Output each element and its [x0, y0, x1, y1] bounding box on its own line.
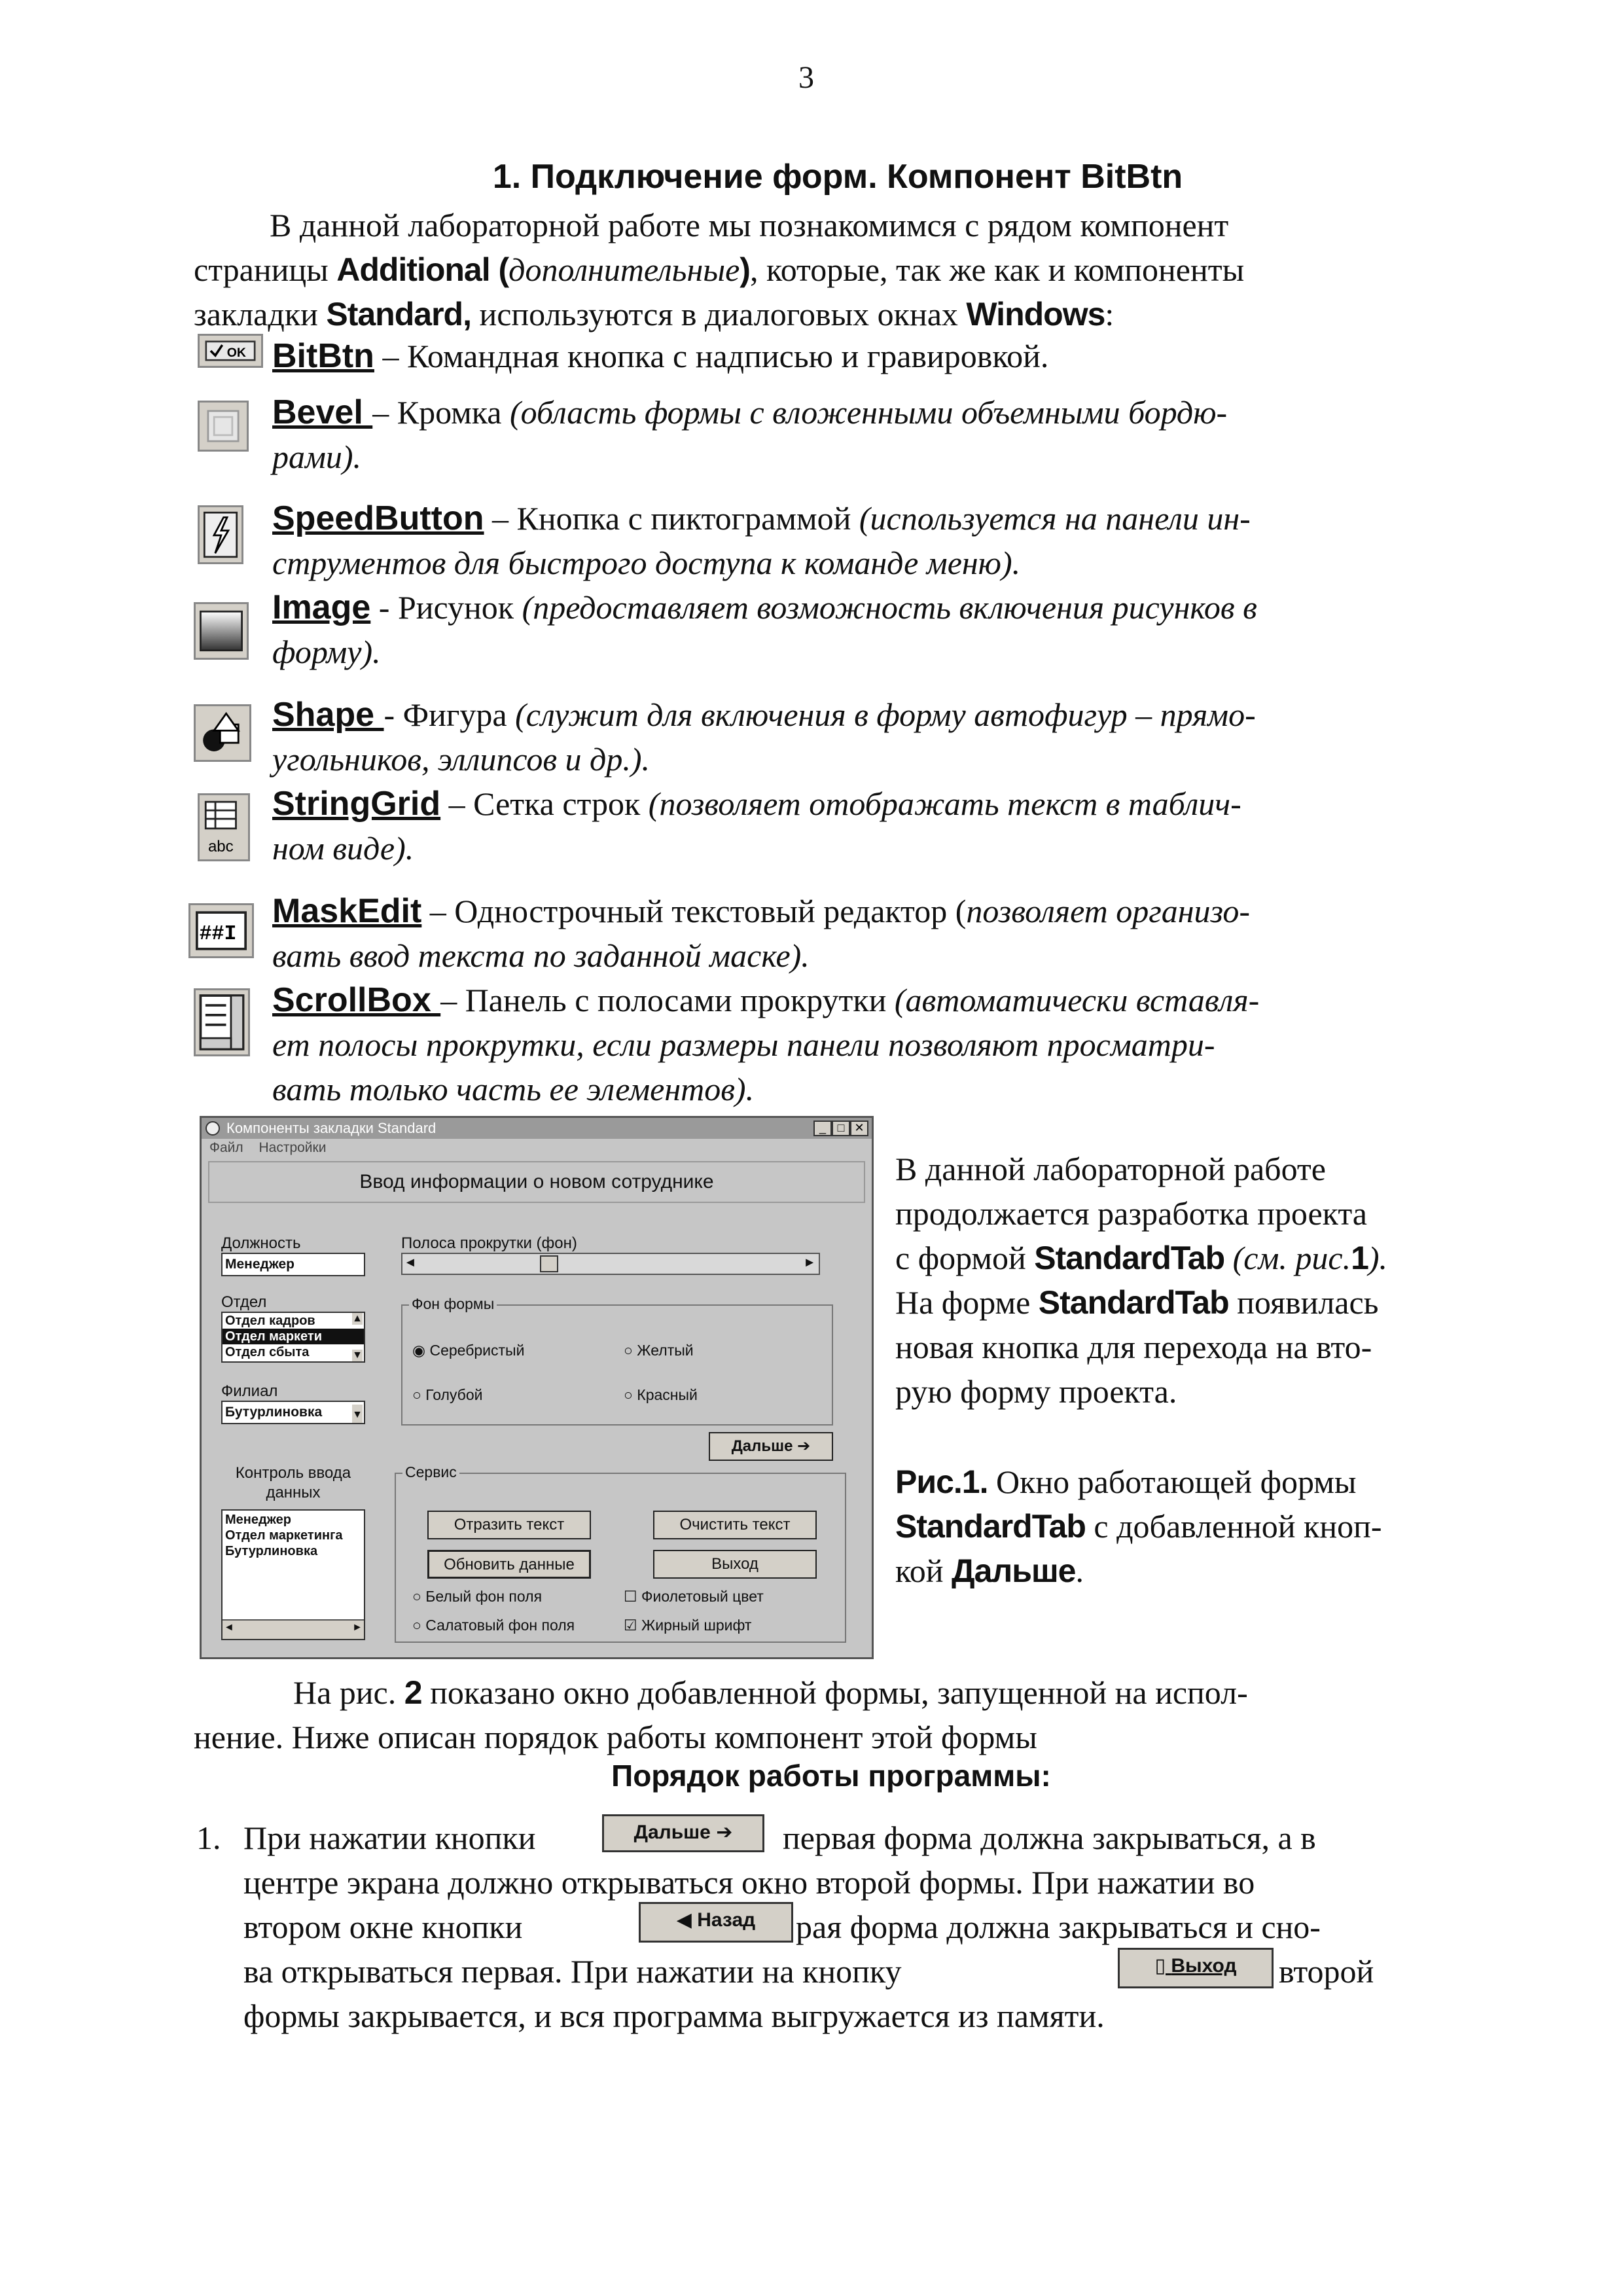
caption-text: кой: [895, 1552, 952, 1589]
radio-label: Салатовый фон поля: [425, 1617, 575, 1634]
component-name: Image: [272, 588, 371, 626]
component-name: MaskEdit: [272, 892, 422, 930]
groupbox-title: Фон формы: [409, 1295, 497, 1313]
caption-text: .: [1075, 1552, 1084, 1589]
radio-off-icon: ○: [412, 1588, 421, 1605]
radio-salad-field[interactable]: [412, 1617, 575, 1634]
caption-line-3: [895, 1549, 1084, 1593]
clear-text-button[interactable]: Очистить текст: [653, 1511, 817, 1539]
scrollbox-icon: [194, 988, 250, 1056]
component-desc: - Фигура: [383, 696, 516, 733]
radio-red[interactable]: [624, 1386, 698, 1404]
term-standardtab: StandardTab: [895, 1508, 1086, 1545]
form-window: [200, 1116, 874, 1659]
component-stringgrid-cont: ном виде).: [272, 830, 414, 867]
intro-text: :: [1105, 296, 1115, 332]
radio-label: Желтый: [637, 1342, 694, 1359]
speedbutton-icon: [198, 505, 243, 564]
bitbtn-icon: [198, 334, 263, 368]
component-desc-italic: (предоставляет возможность включения рисунков в: [522, 589, 1257, 626]
component-stringgrid: [272, 781, 1241, 826]
caption-line-2: [895, 1504, 1382, 1549]
section-heading: 1. Подключение форм. Компонент BitBtn: [492, 158, 1183, 196]
position-label: Должность: [221, 1234, 301, 1252]
side-line-6: рую форму проекта.: [895, 1373, 1177, 1410]
para-text: На рис.: [293, 1674, 404, 1711]
term-standard: Standard,: [326, 296, 471, 332]
branch-combobox[interactable]: [221, 1401, 365, 1424]
list-line-1b: первая форма должна закрываться, а в: [783, 1820, 1316, 1856]
radio-silver[interactable]: [412, 1342, 524, 1359]
next-button-inline[interactable]: [602, 1814, 764, 1852]
component-desc: – Однострочный текстовый редактор (: [421, 893, 967, 929]
side-line-2: продолжается разработка проекта: [895, 1195, 1367, 1232]
stringgrid-icon: [198, 793, 250, 861]
intro-line-2: [194, 247, 1244, 292]
update-data-button[interactable]: Обновить данные: [427, 1550, 591, 1579]
radio-label: Белый фон поля: [425, 1588, 543, 1605]
term-standardtab: StandardTab: [1034, 1240, 1225, 1276]
maximize-button[interactable]: □: [832, 1121, 850, 1136]
radio-label: Красный: [637, 1386, 698, 1403]
component-desc: – Сетка строк: [440, 785, 649, 822]
side-text-italic: ).: [1368, 1240, 1388, 1276]
component-name: Bevel: [272, 393, 373, 431]
component-desc: - Рисунок: [370, 589, 522, 626]
exit-button-label: Выход: [1171, 1955, 1237, 1977]
list-scroll-down-icon[interactable]: ▼: [352, 1350, 363, 1361]
arrow-right-icon: ➔: [716, 1821, 733, 1843]
radio-blue[interactable]: [412, 1386, 483, 1404]
term-standardtab: StandardTab: [1038, 1284, 1229, 1321]
component-image: [272, 585, 1257, 630]
memo-line: Менеджер: [225, 1513, 291, 1527]
department-label: Отдел: [221, 1293, 267, 1311]
checkbox-checked-icon: ☑: [624, 1617, 637, 1634]
memo-scroll-right-icon[interactable]: ►: [352, 1622, 363, 1633]
radio-white-field[interactable]: [412, 1588, 542, 1605]
para2-line-1: [293, 1670, 1248, 1715]
arrow-left-icon: ◀: [676, 1909, 692, 1931]
component-shape: [272, 692, 1256, 737]
control-label: [221, 1463, 365, 1503]
component-scrollbox-cont2: вать только часть ее элементов).: [272, 1071, 755, 1107]
stringgrid-icon-label: abc: [207, 838, 234, 855]
intro-line-1: [270, 203, 1228, 247]
side-text: На форме: [895, 1284, 1039, 1321]
component-shape-cont: угольников, эллипсов и др.).: [272, 741, 651, 778]
component-desc: – Кромка: [372, 394, 510, 431]
side-text: [1224, 1240, 1233, 1276]
intro-text: В данной лабораторной работе мы познакомимся с рядом компонент: [270, 207, 1229, 243]
list-item[interactable]: Отдел сбыта: [225, 1345, 310, 1359]
list-line-5: формы закрывается, и вся программа выгружается из памяти.: [243, 1998, 1105, 2034]
next-button-label: Дальше: [633, 1821, 711, 1843]
side-line-3: [895, 1236, 1387, 1280]
radio-label: Голубой: [425, 1386, 483, 1403]
component-desc-italic: (используется на панели ин-: [859, 500, 1251, 537]
component-desc-italic: (позволяет отображать текст в таблич-: [648, 785, 1241, 822]
side-text: появилась: [1228, 1284, 1379, 1321]
list-line-1a: При нажатии кнопки: [243, 1820, 536, 1856]
component-desc-italic: позволяет организо-: [966, 893, 1251, 929]
checkbox-label: Фиолетовый цвет: [641, 1588, 764, 1605]
exit-button-inline[interactable]: [1118, 1948, 1274, 1988]
image-icon: [194, 602, 249, 660]
checkbox-icon: ☐: [624, 1588, 637, 1605]
exit-button[interactable]: Выход: [653, 1550, 817, 1579]
page-number: 3: [798, 60, 814, 95]
radio-off-icon: ○: [624, 1342, 633, 1359]
control-memo[interactable]: [221, 1509, 365, 1640]
radio-off-icon: ○: [412, 1386, 421, 1403]
component-name: BitBtn: [272, 337, 374, 375]
shape-icon: [194, 704, 251, 762]
component-name: StringGrid: [272, 785, 441, 823]
side-line-5: новая кнопка для перехода на вто-: [895, 1329, 1372, 1365]
next-button[interactable]: [709, 1432, 833, 1461]
component-name: SpeedButton: [272, 499, 484, 537]
position-input[interactable]: Менеджер: [221, 1253, 365, 1276]
branch-value: Бутурлиновка: [225, 1405, 323, 1420]
intro-text: используются в диалоговых окнах: [471, 296, 967, 332]
maskedit-icon: [188, 903, 254, 958]
bevel-icon: [198, 401, 249, 452]
scroll-thumb[interactable]: [540, 1255, 558, 1272]
caption-text: с добавленной кноп-: [1085, 1508, 1382, 1545]
back-button-inline[interactable]: [639, 1902, 793, 1943]
back-button-label: Назад: [697, 1909, 756, 1931]
scroll-right-arrow[interactable]: ►: [803, 1255, 816, 1270]
component-desc-italic: (область формы с вложенными объемными бордю-: [509, 394, 1228, 431]
component-desc: – Командная кнопка с надписью и гравировкой.: [374, 338, 1049, 374]
list-scroll-up-icon[interactable]: ▲: [352, 1313, 363, 1324]
component-desc-italic: (служит для включения в форму автофигур – прямо-: [515, 696, 1256, 733]
control-label-line: данных: [266, 1484, 321, 1501]
memo-hscrollbar[interactable]: [223, 1619, 364, 1639]
radio-label: Серебристый: [429, 1342, 525, 1359]
door-icon: ▯: [1154, 1955, 1166, 1977]
memo-line: Отдел маркетинга: [225, 1528, 343, 1543]
control-label-line: Контроль ввода: [235, 1464, 351, 1482]
background-scrollbar[interactable]: [401, 1253, 820, 1275]
minimize-button[interactable]: _: [813, 1121, 832, 1136]
background-groupbox: [401, 1295, 833, 1426]
component-bevel-cont: рами).: [272, 439, 362, 475]
scroll-left-arrow[interactable]: ◄: [404, 1255, 417, 1270]
department-listbox[interactable]: [221, 1312, 365, 1363]
list-number: 1.: [196, 1820, 221, 1856]
component-maskedit: [272, 889, 1250, 933]
menu-settings[interactable]: Настройки: [259, 1140, 327, 1155]
close-button[interactable]: ✕: [850, 1121, 868, 1136]
memo-scroll-left-icon[interactable]: ◄: [224, 1622, 234, 1633]
component-desc: – Панель с полосами прокрутки: [440, 982, 895, 1018]
component-desc-italic: (автоматически вставля-: [894, 982, 1260, 1018]
component-desc: – Кнопка с пиктограммой: [484, 500, 859, 537]
component-maskedit-cont: вать ввод текста по заданной маске).: [272, 937, 810, 974]
list-item-selected[interactable]: Отдел маркети: [223, 1329, 364, 1344]
intro-text: закладки: [194, 296, 327, 332]
list-line-4a: ва открываться первая. При нажатии на кнопку: [243, 1953, 902, 1990]
component-image-cont: форму).: [272, 634, 381, 670]
branch-label: Филиал: [221, 1382, 278, 1400]
menubar: [202, 1139, 872, 1157]
intro-text: , которые, так же как и компоненты: [749, 251, 1245, 288]
radio-off-icon: ○: [412, 1617, 421, 1634]
caption-label: Рис.1.: [895, 1463, 988, 1500]
figure-ref: 1: [1351, 1240, 1368, 1276]
header-title: Ввод информации о новом сотруднике: [359, 1171, 714, 1193]
side-text: с формой: [895, 1240, 1035, 1276]
intro-text-italic: дополнительные: [508, 251, 740, 288]
list-line-2: центре экрана должно открываться окно второй формы. При нажатии во: [243, 1864, 1255, 1901]
radio-yellow[interactable]: [624, 1342, 694, 1359]
next-button-label: Дальше: [731, 1437, 793, 1455]
form-titlebar: [202, 1118, 872, 1139]
list-item[interactable]: Отдел кадров: [225, 1314, 315, 1328]
list-line-3b: рая форма должна закрываться и сно-: [796, 1909, 1321, 1945]
component-scrollbox-cont: ет полосы прокрутки, если размеры панели позволяют просматри-: [272, 1026, 1215, 1063]
list-line-3a: втором окне кнопки: [243, 1909, 523, 1945]
reflect-text-button[interactable]: Отразить текст: [427, 1511, 591, 1539]
term-windows: Windows: [966, 296, 1105, 332]
checkbox-label: Жирный шрифт: [641, 1617, 752, 1634]
bitbtn-icon-label: OK: [226, 345, 246, 360]
side-line-4: [895, 1280, 1378, 1325]
component-bevel: [272, 390, 1227, 435]
term-next: Дальше: [952, 1552, 1076, 1589]
checkbox-violet[interactable]: [624, 1588, 764, 1605]
list-line-4b: второй: [1279, 1953, 1374, 1990]
checkbox-bold[interactable]: [624, 1617, 751, 1634]
form-title: Компоненты закладки Standard: [226, 1120, 437, 1136]
maskedit-icon-label: ##I: [199, 923, 237, 946]
caption-text: Окно работающей формы: [988, 1463, 1357, 1500]
radio-on-icon: ◉: [412, 1342, 426, 1359]
figure-ref: 2: [404, 1674, 422, 1711]
term-additional: Additional (: [336, 251, 509, 288]
component-name: ScrollBox: [272, 981, 441, 1019]
chevron-down-icon[interactable]: ▼: [352, 1405, 363, 1424]
scrollbar-label: Полоса прокрутки (фон): [401, 1234, 577, 1252]
component-bitbtn: [272, 334, 1048, 378]
side-text-italic: (см. рис.: [1232, 1240, 1351, 1276]
menu-file[interactable]: Файл: [209, 1140, 243, 1155]
intro-line-3: [194, 292, 1114, 336]
app-icon: [205, 1121, 220, 1136]
para2-line-2: нение. Ниже описан порядок работы компонент этой формы: [194, 1719, 1037, 1755]
header-panel: [208, 1161, 865, 1203]
intro-text: страницы: [194, 251, 337, 288]
arrow-right-icon: ➔: [797, 1437, 811, 1455]
radio-off-icon: ○: [624, 1386, 633, 1403]
component-scrollbox: [272, 978, 1259, 1022]
component-speedbutton: [272, 496, 1251, 541]
subheading: Порядок работы программы:: [611, 1759, 1051, 1793]
component-speedbutton-cont: струментов для быстрого доступа к команде меню).: [272, 545, 1021, 581]
caption-line-1: [895, 1460, 1356, 1504]
memo-line: Бутурлиновка: [225, 1544, 318, 1558]
groupbox-title: Сервис: [402, 1463, 459, 1481]
intro-paren: ): [740, 251, 750, 288]
para-text: показано окно добавленной формы, запущенной на испол-: [421, 1674, 1248, 1711]
side-line-1: В данной лабораторной работе: [895, 1151, 1326, 1187]
component-name: Shape: [272, 696, 384, 734]
